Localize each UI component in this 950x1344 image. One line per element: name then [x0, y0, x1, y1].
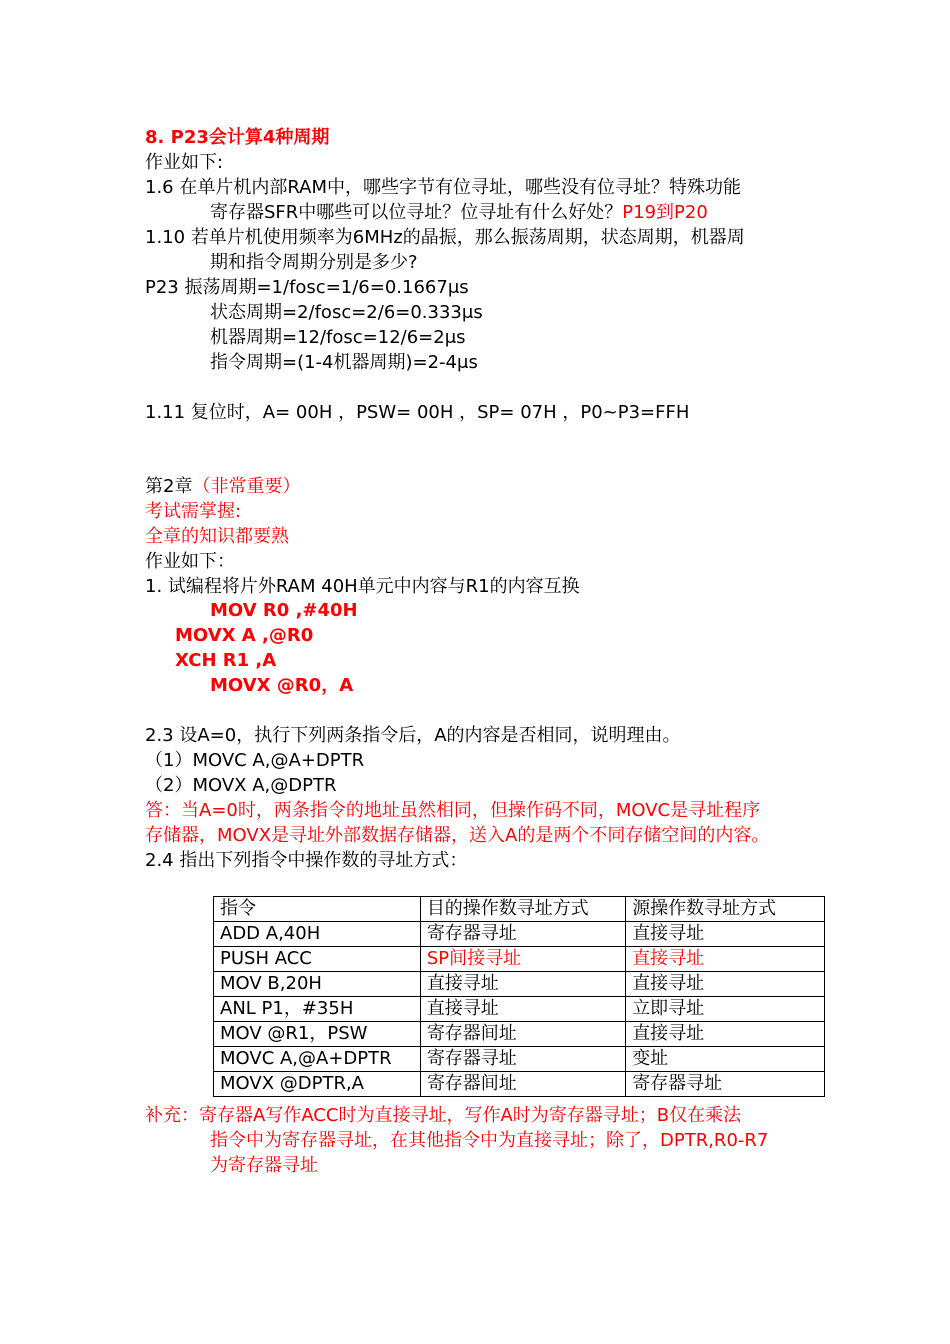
- table-row: [214, 922, 825, 947]
- table-header-cell: 目的操作数寻址方式: [420, 897, 625, 922]
- question-1-exchange: 1. 试编程将片外RAM 40H单元中内容与R1的内容互换: [145, 576, 580, 597]
- table-cell: 寄存器寻址: [420, 1047, 625, 1072]
- table-cell: 寄存器间址: [420, 1022, 625, 1047]
- homework-label: 作业如下:: [145, 152, 224, 173]
- question-2-3-item2: （2）MOVX A,@DPTR: [145, 775, 337, 796]
- table-row: [214, 997, 825, 1022]
- question-2-4: 2.4 指出下列指令中操作数的寻址方式：: [145, 850, 468, 871]
- instruction-period: 指令周期=(1-4机器周期)=2-4μs: [210, 352, 478, 373]
- table-cell: ADD A,40H: [214, 922, 421, 947]
- table-header-row: [214, 897, 825, 922]
- section-heading-cycles: 8. P23会计算4种周期: [145, 127, 330, 148]
- homework-label-2: 作业如下：: [145, 551, 235, 572]
- table-cell: 直接寻址: [420, 997, 625, 1022]
- table-cell: MOV @R1，PSW: [214, 1022, 421, 1047]
- table-header-cell: 源操作数寻址方式: [626, 897, 825, 922]
- table-cell: MOV B,20H: [214, 972, 421, 997]
- chapter-2-title: 第2章（非常重要）: [145, 476, 301, 497]
- chapter-2-importance: （非常重要）: [192, 476, 301, 497]
- exam-label: 考试需掌握:: [145, 501, 242, 522]
- code-line-2: MOVX A ,@R0: [175, 625, 314, 646]
- table-cell: 直接寻址: [626, 1022, 825, 1047]
- table-row: [214, 1022, 825, 1047]
- code-line-1: MOV R0 ,#40H: [210, 600, 358, 621]
- question-2-3: 2.3 设A=0，执行下列两条指令后，A的内容是否相同，说明理由。: [145, 725, 681, 746]
- table-cell: SP间接寻址: [420, 947, 625, 972]
- table-cell: MOVX @DPTR,A: [214, 1072, 421, 1097]
- code-line-3: XCH R1 ,A: [175, 650, 277, 671]
- table-cell: 变址: [626, 1047, 825, 1072]
- table-cell: 寄存器寻址: [626, 1072, 825, 1097]
- supplement-note-line2: 指令中为寄存器寻址，在其他指令中为直接寻址；除了，DPTR,R0-R7: [210, 1130, 769, 1151]
- question-1-10-line2: 期和指令周期分别是多少?: [210, 252, 418, 273]
- answer-2-3-line2: 存储器，MOVX是寻址外部数据存储器，送入A的是两个不同存储空间的内容。: [145, 825, 770, 846]
- question-2-3-item1: （1）MOVC A,@A+DPTR: [145, 750, 365, 771]
- question-1-6-line2: 寄存器SFR中哪些可以位寻址？位寻址有什么好处？P19到P20: [210, 202, 708, 223]
- table-cell: 直接寻址: [626, 947, 825, 972]
- question-1-6-answer: P19到P20: [622, 202, 708, 223]
- table-cell: MOVC A,@A+DPTR: [214, 1047, 421, 1072]
- state-period: 状态周期=2/fosc=2/6=0.333μs: [210, 302, 483, 323]
- table-cell: 寄存器寻址: [420, 922, 625, 947]
- table-row: [214, 947, 825, 972]
- table-cell: ANL P1，#35H: [214, 997, 421, 1022]
- table-cell: 直接寻址: [626, 922, 825, 947]
- table-cell: 直接寻址: [420, 972, 625, 997]
- table-row: [214, 972, 825, 997]
- table-row: [214, 1072, 825, 1097]
- addressing-mode-table: [213, 896, 825, 1097]
- table-cell: 立即寻址: [626, 997, 825, 1022]
- table-cell: 直接寻址: [626, 972, 825, 997]
- answer-2-3-line1: 答：当A=0时，两条指令的地址虽然相同，但操作码不同，MOVC是寻址程序: [145, 800, 761, 821]
- table-header-cell: 指令: [214, 897, 421, 922]
- chapter-knowledge-note: 全章的知识都要熟: [145, 526, 289, 547]
- table-cell: PUSH ACC: [214, 947, 421, 972]
- question-1-11: 1.11 复位时，A= 00H ，PSW= 00H ，SP= 07H ，P0~P3=FFH: [145, 402, 690, 423]
- table-cell: 寄存器间址: [420, 1072, 625, 1097]
- machine-period: 机器周期=12/fosc=12/6=2μs: [210, 327, 466, 348]
- table-row: [214, 1047, 825, 1072]
- question-1-10-line1: 1.10 若单片机使用频率为6MHz的晶振，那么振荡周期，状态周期，机器周: [145, 227, 745, 248]
- supplement-note-line1: 补充：寄存器A写作ACC时为直接寻址，写作A时为寄存器寻址；B仅在乘法: [145, 1105, 742, 1126]
- osc-period: P23 振荡周期=1/fosc=1/6=0.1667μs: [145, 277, 469, 298]
- question-1-6-line1: 1.6 在单片机内部RAM中，哪些字节有位寻址，哪些没有位寻址？特殊功能: [145, 177, 741, 198]
- code-line-4: MOVX @R0，A: [210, 675, 354, 696]
- supplement-note-line3: 为寄存器寻址: [210, 1155, 318, 1176]
